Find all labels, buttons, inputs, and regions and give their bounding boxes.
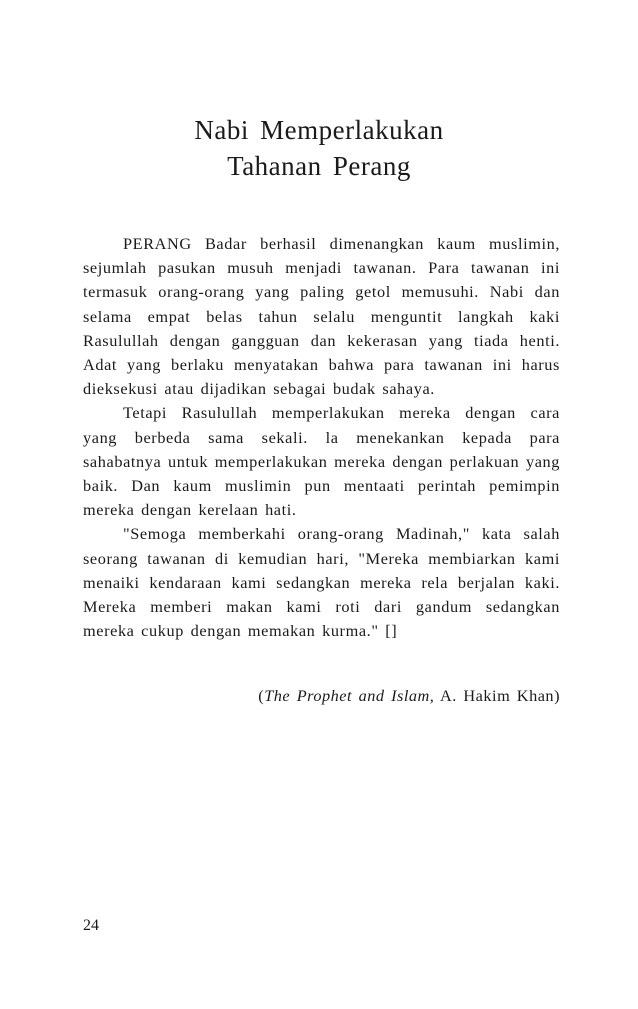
chapter-title-line-1: Nabi Memperlakukan xyxy=(194,115,444,145)
citation-open-paren: ( xyxy=(258,686,265,705)
paragraph-1: PERANG Badar berhasil dimenangkan kaum muslimin, sejumlah pasukan musuh menjadi tawanan. Para tawanan ini termasuk orang-orang yang paling getol memusuhi. Nabi dan selama empat belas tahun selalu menguntit langkah kaki Rasulullah dengan gangguan dan kekerasan yang tiada henti. Adat yang berlaku menyatakan bahwa para tawanan ini harus dieksekusi atau dijadikan sebagai budak sahaya. xyxy=(83,234,560,399)
source-citation xyxy=(258,684,560,708)
citation-source-title: The Prophet and Islam, xyxy=(264,686,435,705)
chapter-title xyxy=(0,112,638,184)
article-body xyxy=(83,232,560,643)
chapter-title-line-2: Tahanan Perang xyxy=(227,151,411,181)
page-number: 24 xyxy=(83,917,99,934)
citation-author: A. Hakim Khan) xyxy=(440,686,560,705)
paragraph-2: Tetapi Rasulullah memperlakukan mereka dengan cara yang berbeda sama sekali. la menekankan kepada para sahabatnya untuk memperlakukan mereka dengan perlakuan yang baik. Dan kaum muslimin pun mentaati perintah pemimpin mereka dengan kerelaan hati. xyxy=(83,403,560,520)
paragraph-3: "Semoga memberkahi orang-orang Madinah," kata salah seorang tawanan di kemudian hari, "Mereka membiarkan kami menaiki kendaraan kami sedangkan mereka rela berjalan kaki. Mereka memberi makan kami roti dari gandum sedangkan mereka cukup dengan memakan kurma." [] xyxy=(83,524,560,641)
